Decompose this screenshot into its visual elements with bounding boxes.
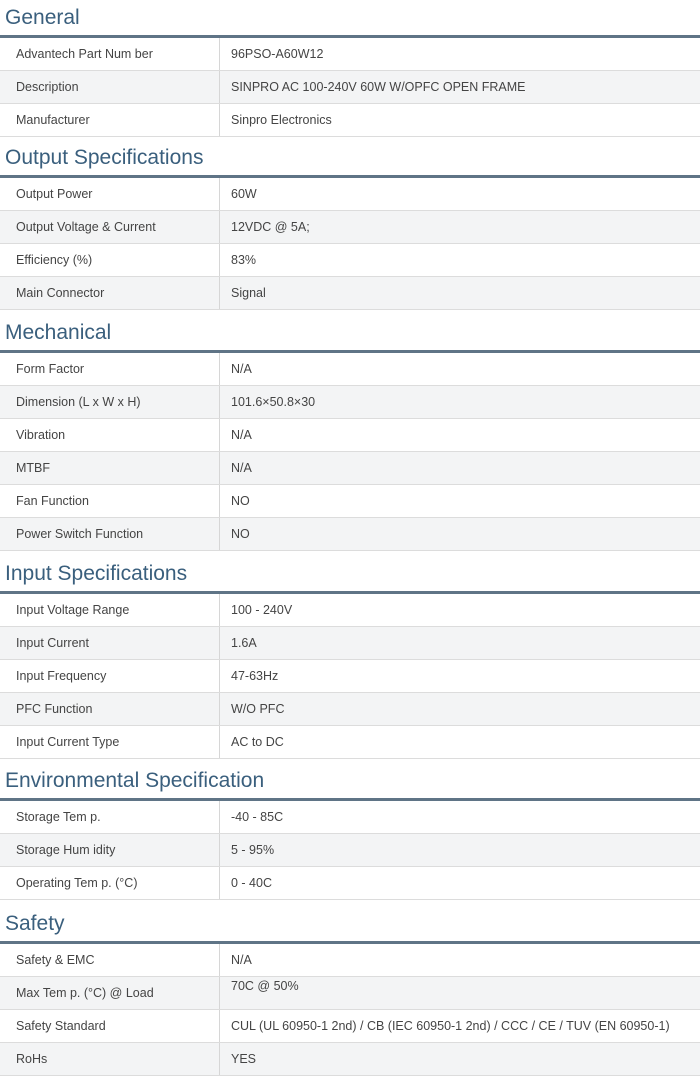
spec-row (0, 693, 700, 726)
spec-row (0, 485, 700, 518)
column-divider (219, 178, 220, 210)
column-divider (219, 277, 220, 309)
column-divider (219, 693, 220, 725)
spec-value: N/A (231, 428, 252, 442)
spec-row (0, 944, 700, 977)
spec-value: Signal (231, 286, 266, 300)
column-divider (219, 104, 220, 136)
column-divider (219, 801, 220, 833)
spec-value: 100 - 240V (231, 603, 293, 617)
spec-label: Efficiency (%) (16, 253, 93, 267)
column-divider (219, 211, 220, 243)
spec-value: SINPRO AC 100-240V 60W W/OPFC OPEN FRAME (231, 80, 526, 94)
spec-row (0, 1043, 700, 1076)
spec-row (0, 452, 700, 485)
spec-value: 96PSO-A60W12 (231, 47, 324, 61)
column-divider (219, 726, 220, 758)
spec-row (0, 867, 700, 900)
spec-label: Operating Tem p. (°C) (16, 876, 138, 890)
spec-label: Storage Hum idity (16, 843, 116, 857)
spec-label: Fan Function (16, 494, 89, 508)
spec-value: 5 - 95% (231, 843, 275, 857)
column-divider (219, 834, 220, 866)
column-divider (219, 386, 220, 418)
spec-label: MTBF (16, 461, 51, 475)
column-divider (219, 518, 220, 550)
spec-value: 12VDC @ 5A; (231, 220, 310, 234)
section-title-input-specifications: Input Specifications (5, 562, 188, 585)
spec-value: NO (231, 494, 250, 508)
spec-label: Vibration (16, 428, 66, 442)
column-divider (219, 627, 220, 659)
spec-row (0, 1010, 700, 1043)
spec-value: N/A (231, 953, 252, 967)
spec-row (0, 518, 700, 551)
spec-value: 83% (231, 253, 257, 267)
spec-value: 70C @ 50% (231, 979, 299, 993)
spec-value: 60W (231, 187, 257, 201)
section-title-safety: Safety (5, 912, 65, 935)
spec-row (0, 386, 700, 419)
section-title-general: General (5, 6, 80, 29)
spec-label: Input Frequency (16, 669, 107, 683)
spec-label: Form Factor (16, 362, 85, 376)
column-divider (219, 660, 220, 692)
spec-label: Storage Tem p. (16, 810, 101, 824)
spec-value: N/A (231, 362, 252, 376)
spec-row (0, 977, 700, 1010)
spec-row (0, 71, 700, 104)
spec-row (0, 834, 700, 867)
spec-label: Output Voltage & Current (16, 220, 156, 234)
spec-value: Sinpro Electronics (231, 113, 332, 127)
spec-row (0, 178, 700, 211)
spec-value: 1.6A (231, 636, 257, 650)
spec-label: PFC Function (16, 702, 93, 716)
column-divider (219, 452, 220, 484)
spec-row (0, 726, 700, 759)
spec-label: Manufacturer (16, 113, 90, 127)
column-divider (219, 71, 220, 103)
spec-value: 0 - 40C (231, 876, 272, 890)
spec-label: Input Current Type (16, 735, 120, 749)
spec-row (0, 211, 700, 244)
column-divider (219, 867, 220, 899)
column-divider (219, 1010, 220, 1042)
spec-value: YES (231, 1052, 257, 1066)
spec-row (0, 660, 700, 693)
spec-label: Input Voltage Range (16, 603, 130, 617)
spec-value: N/A (231, 461, 252, 475)
spec-row (0, 353, 700, 386)
section-title-environmental-specification: Environmental Specification (5, 769, 265, 792)
spec-label: Input Current (16, 636, 89, 650)
spec-value: CUL (UL 60950-1 2nd) / CB (IEC 60950-1 2nd) / CCC / CE / TUV (EN 60950-1) (231, 1019, 670, 1033)
column-divider (219, 353, 220, 385)
spec-value: W/O PFC (231, 702, 285, 716)
spec-label: Main Connector (16, 286, 105, 300)
column-divider (219, 244, 220, 276)
spec-value: NO (231, 527, 250, 541)
column-divider (219, 1043, 220, 1075)
spec-label: Advantech Part Num ber (16, 47, 153, 61)
column-divider (219, 594, 220, 626)
section-title-output-specifications: Output Specifications (5, 146, 204, 169)
spec-value: 101.6×50.8×30 (231, 395, 316, 409)
spec-row (0, 627, 700, 660)
spec-value: AC to DC (231, 735, 284, 749)
spec-label: Power Switch Function (16, 527, 144, 541)
spec-label: RoHs (16, 1052, 48, 1066)
column-divider (219, 944, 220, 976)
section-title-mechanical: Mechanical (5, 321, 112, 344)
spec-value: 47-63Hz (231, 669, 279, 683)
spec-row (0, 594, 700, 627)
spec-label: Safety & EMC (16, 953, 95, 967)
spec-row (0, 244, 700, 277)
spec-label: Output Power (16, 187, 93, 201)
spec-row (0, 801, 700, 834)
spec-value: -40 - 85C (231, 810, 284, 824)
spec-label: Description (16, 80, 79, 94)
spec-label: Dimension (L x W x H) (16, 395, 141, 409)
spec-row (0, 277, 700, 310)
spec-row (0, 38, 700, 71)
spec-label: Safety Standard (16, 1019, 106, 1033)
spec-row (0, 419, 700, 452)
column-divider (219, 38, 220, 70)
column-divider (219, 977, 220, 1009)
spec-label: Max Tem p. (°C) @ Load (16, 986, 154, 1000)
column-divider (219, 485, 220, 517)
column-divider (219, 419, 220, 451)
spec-row (0, 104, 700, 137)
